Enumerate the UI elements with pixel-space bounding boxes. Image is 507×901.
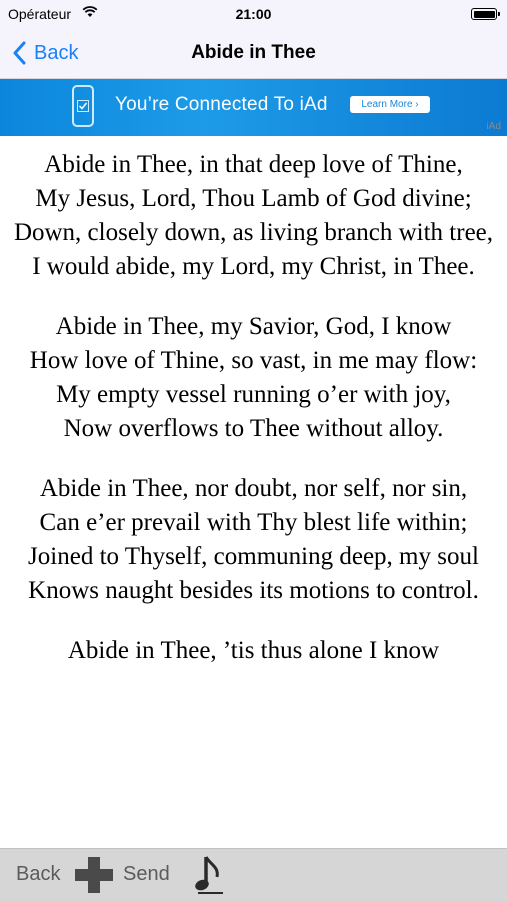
toolbar-back-button[interactable]: Back <box>16 863 61 885</box>
clock: 21:00 <box>235 6 272 22</box>
verse-line: I would abide, my Lord, my Christ, in Thee. <box>32 253 475 280</box>
iad-tag: iAd <box>486 121 501 132</box>
stanza <box>0 310 507 446</box>
verse-line: Down, closely down, as living branch with tree, <box>13 219 494 246</box>
verse-line: Abide in Thee, in that deep love of Thine, <box>44 151 463 178</box>
verse-line: My empty vessel running o’er with joy, <box>56 381 451 408</box>
stanza <box>0 634 507 668</box>
carrier-label: Opérateur <box>8 6 72 22</box>
iad-message: You’re Connected To iAd <box>115 94 328 115</box>
status-bar <box>0 0 507 28</box>
learn-more-button[interactable]: Learn More › <box>350 96 430 113</box>
verse-line: Can e’er prevail with Thy blest life within; <box>39 509 468 536</box>
verse-line: Joined to Thyself, communing deep, my soul <box>28 543 479 570</box>
verse-line: Knows naught besides its motions to control. <box>28 577 479 604</box>
battery-icon <box>471 8 497 20</box>
plus-icon[interactable] <box>75 857 113 893</box>
verse-line: Now overflows to Thee without alloy. <box>63 415 444 442</box>
verse-line: Abide in Thee, ’tis thus alone I know <box>67 637 440 664</box>
verse-line: Abide in Thee, nor doubt, nor self, nor sin, <box>39 475 468 502</box>
hymn-text <box>0 140 507 848</box>
verse-line: Abide in Thee, my Savior, God, I know <box>55 313 452 340</box>
back-button-label: Back <box>34 41 79 64</box>
iad-banner[interactable] <box>0 79 507 136</box>
bottom-toolbar <box>0 848 507 901</box>
stanza <box>0 148 507 284</box>
send-button[interactable]: Send <box>123 863 170 885</box>
phone-icon <box>72 85 94 127</box>
navigation-bar <box>0 28 507 79</box>
verse-line: My Jesus, Lord, Thou Lamb of God divine; <box>35 185 472 212</box>
verse-line: How love of Thine, so vast, in me may flow: <box>29 347 478 374</box>
music-note-icon[interactable] <box>193 853 229 897</box>
page-title: Abide in Thee <box>191 42 316 63</box>
checkmark-icon <box>77 100 89 112</box>
stanza <box>0 472 507 608</box>
